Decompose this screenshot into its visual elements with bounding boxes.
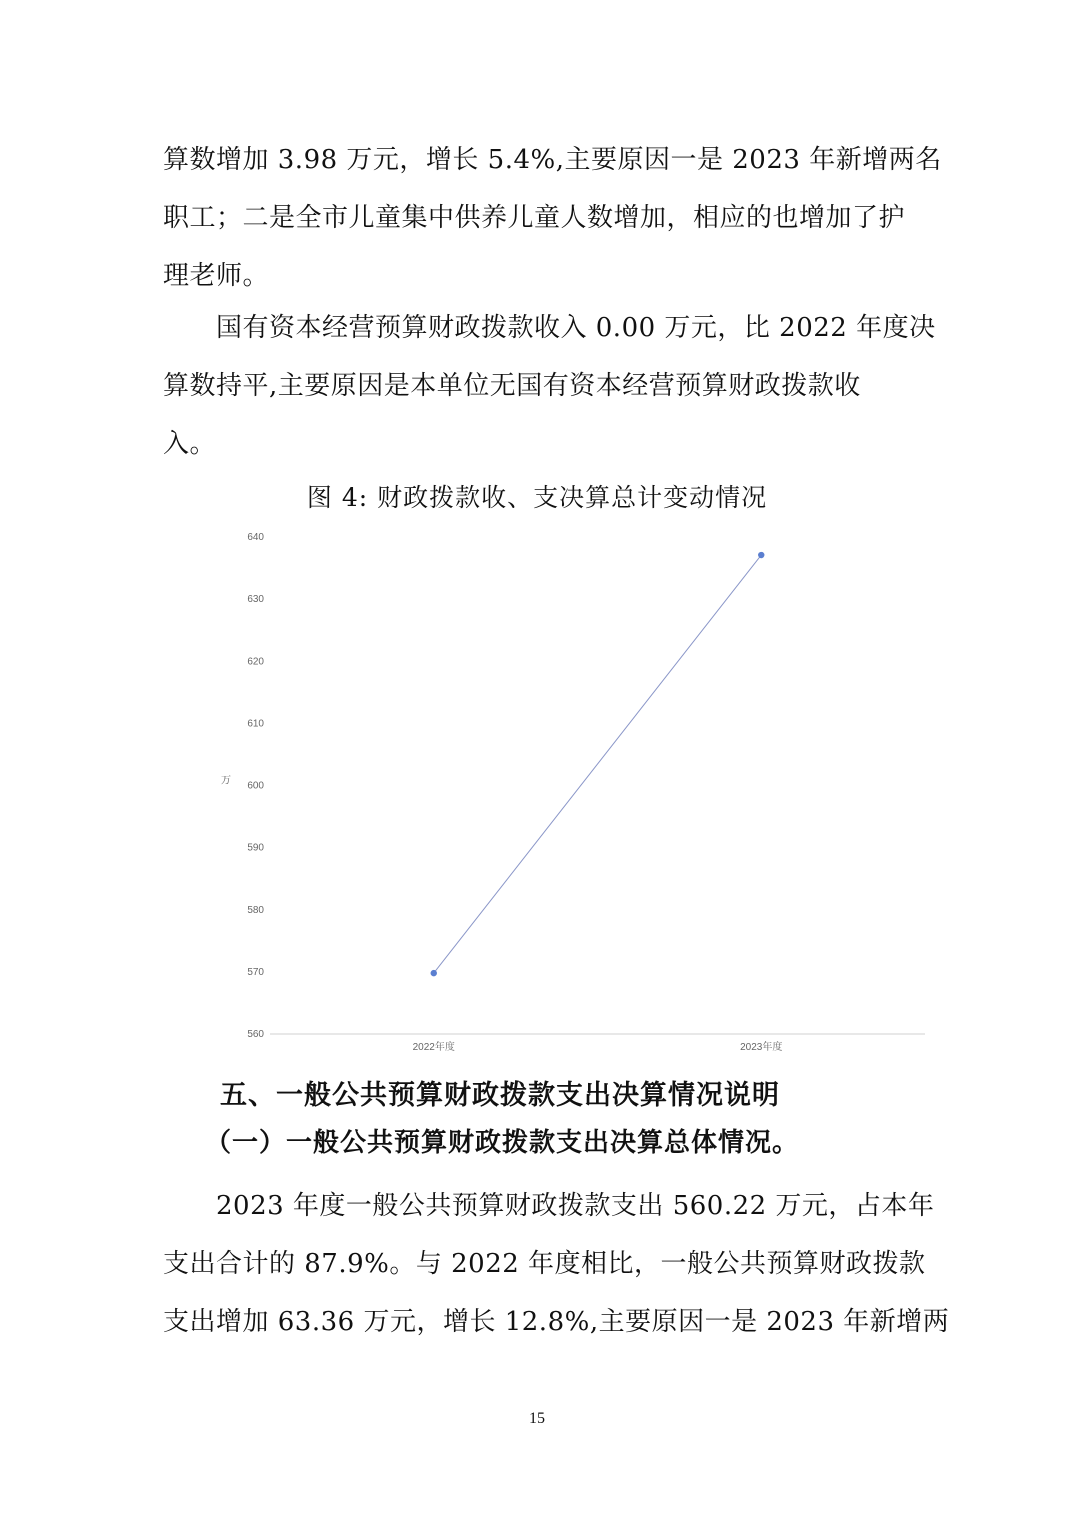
y-axis-label: 万 [221, 775, 231, 787]
paragraph-line: 职工；二是全市儿童集中供养儿童人数增加，相应的也增加了护 [163, 203, 906, 233]
paragraph-line: 国有资本经营预算财政拨款收入 0.00 万元，比 2022 年度决 [163, 313, 936, 343]
paragraph-line: 支出增加 63.36 万元，增长 12.8%,主要原因一是 2023 年新增两 [163, 1307, 950, 1337]
y-tick-label: 610 [247, 718, 264, 730]
data-point [758, 552, 764, 558]
y-tick-label: 580 [247, 904, 264, 916]
paragraph-line: 算数持平,主要原因是本单位无国有资本经营预算财政拨款收 [163, 371, 861, 401]
paragraph-line: 支出合计的 87.9%。与 2022 年度相比，一般公共预算财政拨款 [163, 1249, 926, 1279]
y-axis-ticks [247, 532, 264, 1040]
series-group [431, 552, 765, 977]
page-number: 15 [529, 1410, 545, 1427]
paragraph-state-capital [163, 299, 936, 473]
y-tick-label: 590 [247, 842, 264, 854]
x-axis-ticks [413, 1040, 783, 1053]
y-tick-label: 560 [247, 1029, 264, 1040]
paragraph-line: 入。 [163, 429, 217, 459]
x-tick-label: 2022年度 [412, 1042, 455, 1053]
y-tick-label: 640 [247, 532, 264, 543]
series-line [434, 555, 762, 973]
x-tick-label: 2023年度 [740, 1042, 783, 1053]
paragraph-line: 算数增加 3.98 万元，增长 5.4%,主要原因一是 2023 年新增两名 [163, 145, 942, 175]
data-point [431, 970, 437, 976]
section-subheading: （一）一般公共预算财政拨款支出决算总体情况。 [205, 1128, 800, 1158]
y-tick-label: 600 [247, 780, 264, 792]
paragraph-general-budget [163, 1177, 950, 1351]
section-heading: 五、一般公共预算财政拨款支出决算情况说明 [220, 1080, 780, 1111]
paragraph-line: 2023 年度一般公共预算财政拨款支出 560.22 万元，占本年 [163, 1191, 935, 1221]
y-tick-label: 620 [247, 656, 264, 668]
paragraph-line: 理老师。 [163, 261, 270, 291]
figure-caption: 图 4: 财政拨款收、支决算总计变动情况 [306, 483, 768, 512]
paragraph-income-change [163, 131, 942, 305]
line-chart [210, 525, 940, 1065]
y-tick-label: 630 [247, 594, 264, 606]
y-tick-label: 570 [247, 966, 264, 978]
